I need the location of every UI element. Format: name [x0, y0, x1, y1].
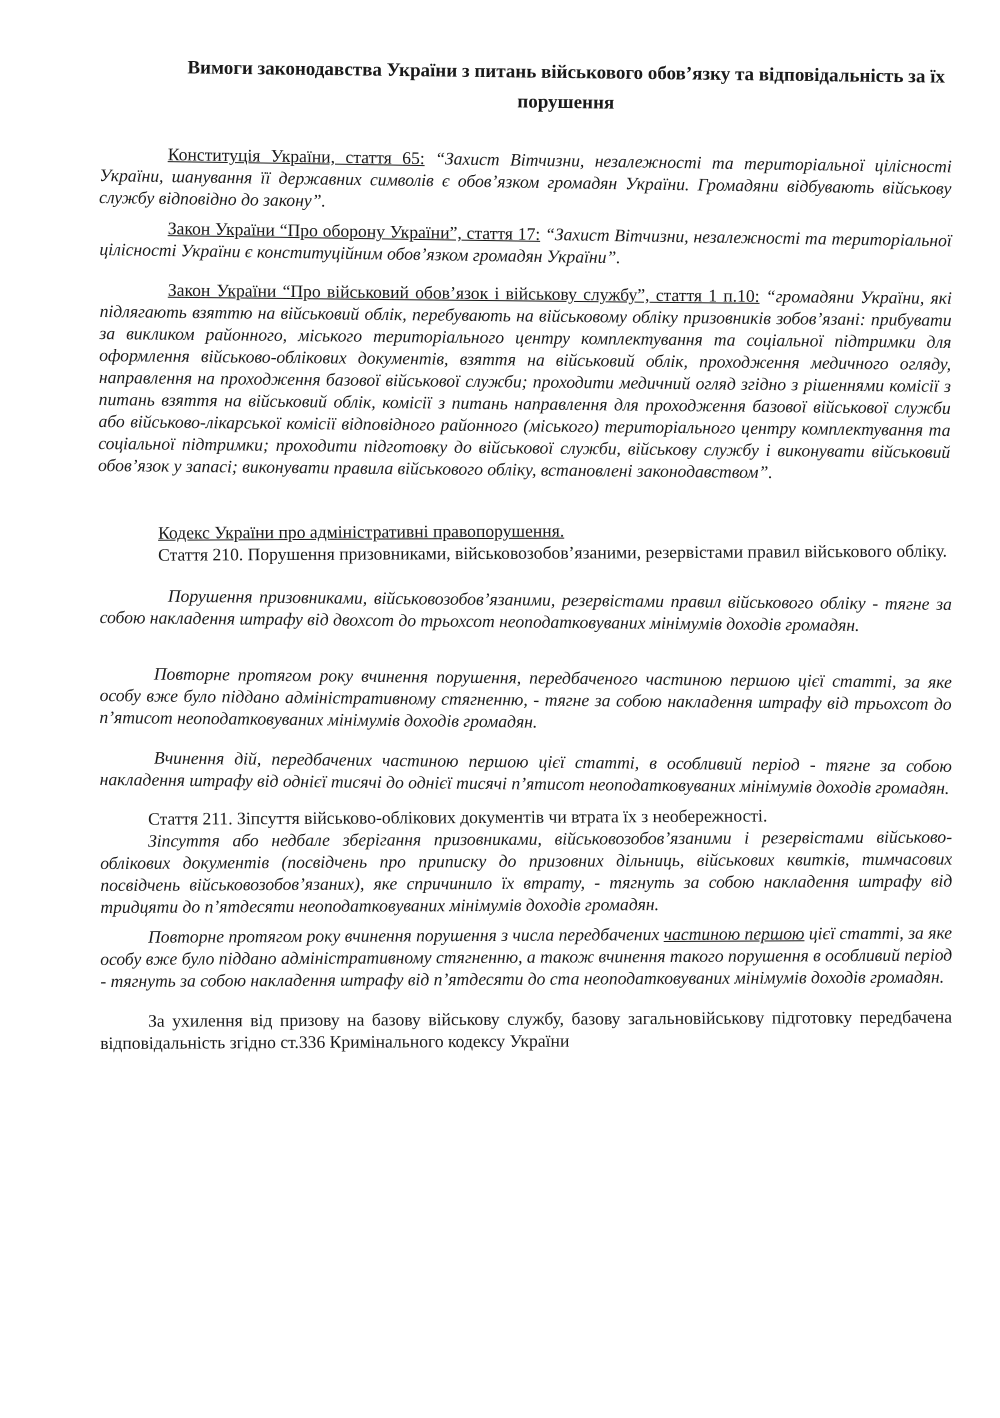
page-title: Вимоги законодавства України з питань військового обов’язку та відповідальність за їх порушення [187, 57, 946, 114]
article-211-part-2-start: Повторне протягом року вчинення порушення з числа передбачених [148, 924, 664, 947]
defense-law-reference: Закон України “Про оборону України”, стаття 17: [167, 218, 541, 244]
closing-paragraph: За ухилення від призову на базову військову службу, базову загальновійськову підготовку передбачена відповідальність згідно ст.336 Кримінального кодексу України [100, 1006, 953, 1053]
constitution-paragraph [99, 142, 952, 221]
article-211-part-1: Зіпсуття або недбале зберігання призовниками, військовозобов’язаними і резервістами військово-облікових документів (посвідчень про приписку до призовних дільниць, військових квитків, тимчасових посвідчень військовозобов’язаних), яке спричинило їх втрату, - тягнуть за собою накладення штрафу від тридцяти до п’ятдесяти неоподатковуваних мінімумів доходів громадян. [100, 826, 953, 917]
code-heading-text: Кодекс України про адміністративні правопорушення. [158, 520, 565, 543]
constitution-reference: Конституція України, стаття 65: [167, 144, 425, 169]
service-law-reference: Закон України “Про військовий обов’язок і військову службу”, стаття 1 п.10: [167, 279, 760, 306]
article-210-title: Стаття 210. Порушення призовниками, військовозобов’язаними, резервістами правил військового обліку. [158, 540, 948, 565]
article-211-part-2 [100, 922, 952, 992]
service-law-paragraph [98, 278, 952, 485]
service-law-quote: “громадяни України, які підлягають взяттю на військовий облік, перебувають на військовому обліку призовників зобов’язані: прибувати за викликом районного, міського територіального центру комплектування та соціальної підтримки для оформлення військово-облікових документів, взяття на військовий облік, проходження медичного огляду, направлення на проходження базової військової служби; проходити медичний огляд згідно з рішеннями комісії з питань взяття на військовий облік, комісії з питань направлення для проходження базової військової служби або військово-лікарської комісії відповідного районного (міського) територіального центру комплектування та соціальної підтримки; проходити підготовку до військової служби, військову службу і виконувати військовий обов’язок у запасі; виконувати правила військового обліку, встановлені законодавством”. [97, 285, 952, 483]
defense-law-quote: “Захист Вітчизни, незалежності та територіальної цілісності України є конституційним обов’язком громадян України”. [99, 223, 952, 268]
article-211-part-2-end: цієї статті, за яке особу вже було піддано адміністративному стягненню, а також вчинення такого порушення в особливий період - тягнуть за собою накладення штрафу від п’ятдесяти до ста неоподатковуваних мінімумів доходів громадян. [100, 922, 953, 991]
defense-law-paragraph [99, 216, 952, 273]
article-211-part-2-underlined: частиною першою [663, 923, 805, 945]
article-210-part-2: Повторне протягом року вчинення порушення, передбаченого частиною першою цієї статті, за яке особу вже було піддано адміністративному стягненню, - тягне за собою накладення штрафу від трьохсот до п’ятисот неоподатковуваних мінімумів доходів громадян. [99, 663, 952, 732]
article-210-part-1: Порушення призовниками, військовозобов’язаними, резервістами правил військового обліку - тягне за собою накладення штрафу від двохсот до трьохсот неоподатковуваних мінімумів доходів громадян. [99, 585, 952, 635]
article-210-part-3: Вчинення дій, передбачених частиною першою цієї статті, в особливий період - тягне за собою накладення штрафу від однієї тисячі до однієї тисячі п’ятисот неоподатковуваних мінімумів доходів громадян. [99, 747, 952, 798]
article-211-title: Стаття 211. Зіпсуття військово-облікових документів чи втрата їх з необережності. [148, 805, 768, 829]
constitution-quote: “Захист Вітчизни, незалежності та територіальної цілісності України, шанування її державних символів є обов’язком громадян України. Громадяни відбувають військову службу відповідно до закону”. [98, 148, 952, 211]
